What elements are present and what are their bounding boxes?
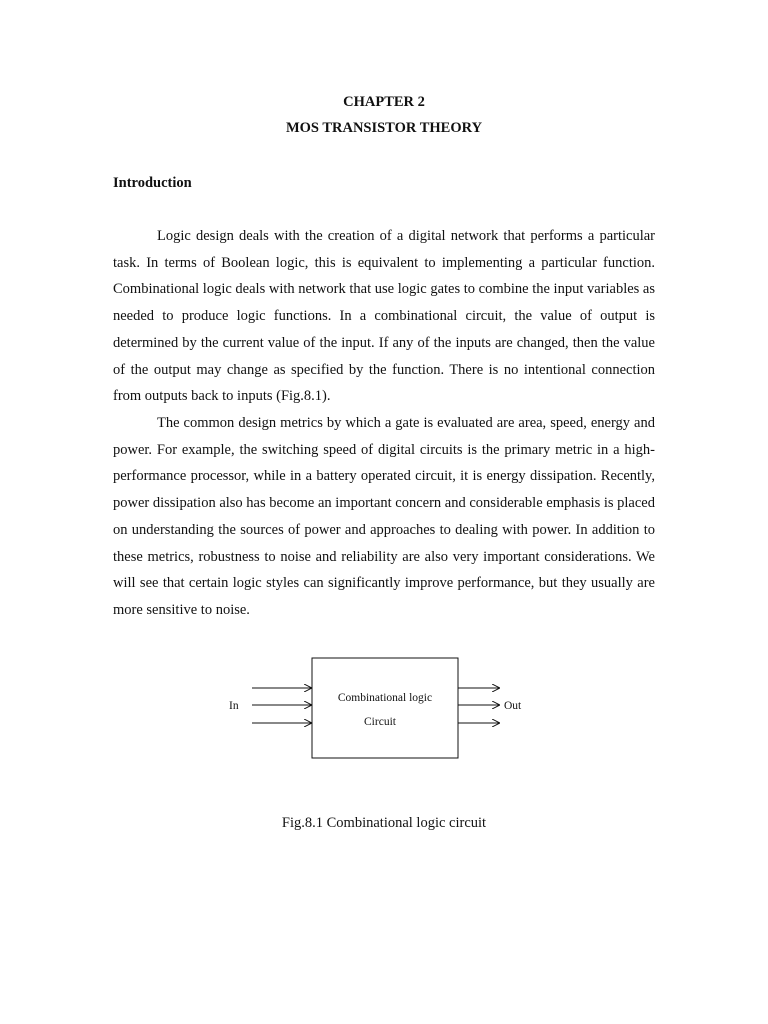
- box-label-line-1: Combinational logic: [337, 692, 433, 704]
- output-label: Out: [504, 700, 522, 712]
- chapter-title: MOS TRANSISTOR THEORY: [285, 120, 483, 136]
- paragraph-1: Logic design deals with the creation of a digital network that performs a particular task. In terms of Boolean logic, this is equivalent to implementing a particular function. Combinational logic deals with network that use logic gates to combine the input variables as needed to produce logic functions. In a combinational circuit, the value of output is determined by the current value of the input. If any of the inputs are changed, then the value of the output may change as specified by the function. There is no intentional connection from outputs back to inputs (Fig.8.1).: [113, 228, 656, 405]
- combinational-logic-diagram: [220, 650, 540, 770]
- paragraph-2-block: [113, 410, 655, 624]
- figure-caption: Fig.8.1 Combinational logic circuit: [281, 815, 487, 831]
- paragraph-2: The common design metrics by which a gate is evaluated are area, speed, energy and power. For example, the switching speed of digital circuits is the primary metric in a high-performance processor, while in a battery operated circuit, it is energy dissipation. Recently, power dissipation also has become an important concern and considerable emphasis is placed on understanding the sources of power and approaches to dealing with power. In addition to these metrics, robustness to noise and reliability are also very important considerations. We will see that certain logic styles can significantly improve performance, but they usually are more sensitive to noise.: [113, 415, 655, 618]
- logic-block-box: [312, 658, 458, 758]
- input-label: In: [229, 700, 239, 712]
- chapter-number: CHAPTER 2: [343, 94, 425, 110]
- paragraph-1-block: [113, 223, 655, 410]
- section-heading: Introduction: [113, 175, 192, 191]
- box-label-line-2: Circuit: [364, 716, 396, 728]
